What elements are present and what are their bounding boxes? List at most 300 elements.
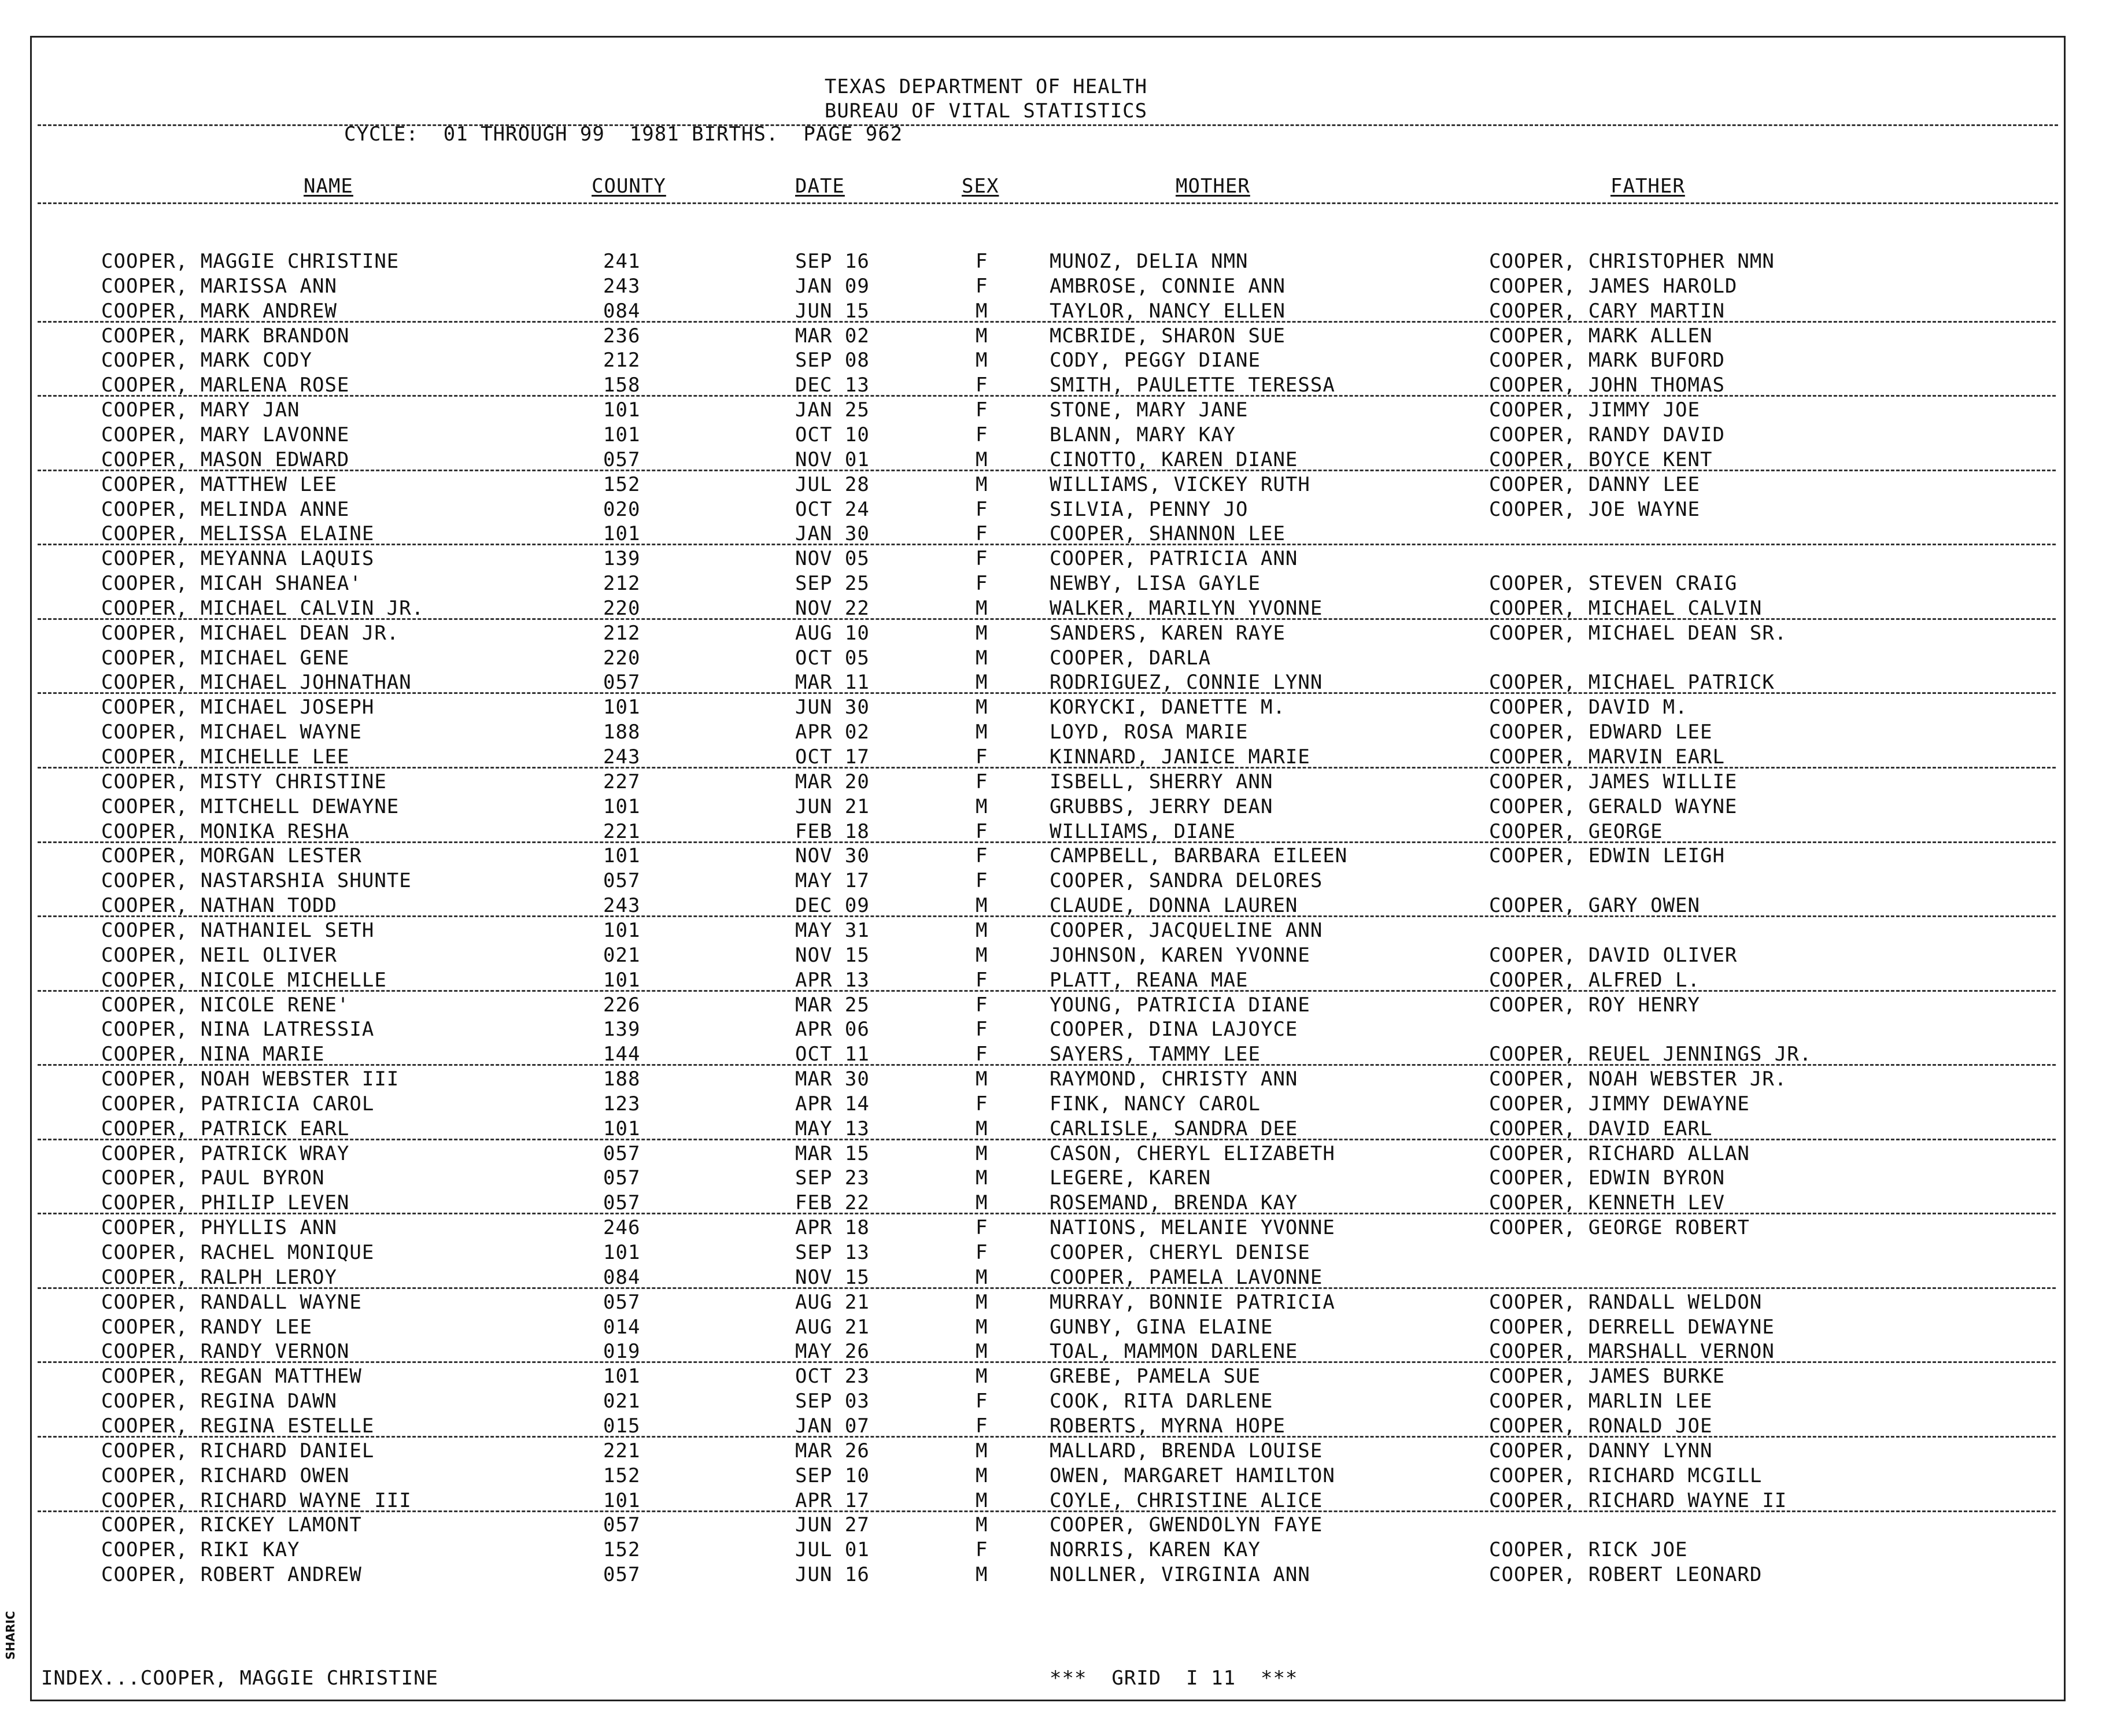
record-sex: M — [976, 1290, 988, 1314]
record-county: 152 — [603, 472, 641, 496]
record-county: 227 — [603, 770, 641, 793]
column-header-county: COUNTY — [592, 175, 666, 198]
record-name: COOPER, RACHEL MONIQUE — [101, 1241, 375, 1264]
record-name: COOPER, NATHANIEL SETH — [101, 918, 375, 942]
record-name: COOPER, NICOLE MICHELLE — [101, 968, 387, 992]
record-county: 139 — [603, 547, 641, 571]
record-father: COOPER, DAVID EARL — [1489, 1117, 1713, 1140]
record-mother: GRUBBS, JERRY DEAN — [1050, 795, 1273, 818]
record-mother: COOPER, JACQUELINE ANN — [1050, 918, 1323, 942]
record-county: 123 — [603, 1092, 641, 1116]
column-header-father: FATHER — [1610, 175, 1685, 198]
record-county: 019 — [603, 1340, 641, 1364]
record-father: COOPER, BOYCE KENT — [1489, 448, 1713, 471]
record-date: AUG 21 — [795, 1315, 870, 1339]
group-divider — [38, 841, 2056, 843]
record-mother: CAMPBELL, BARBARA EILEEN — [1050, 844, 1348, 868]
record-date: NOV 15 — [795, 1265, 870, 1289]
record-county: 241 — [603, 250, 641, 273]
record-father: COOPER, RANDALL WELDON — [1489, 1290, 1763, 1314]
record-date: APR 17 — [795, 1488, 870, 1512]
record-date: NOV 15 — [795, 943, 870, 967]
document-page — [30, 36, 2066, 1701]
record-name: COOPER, MATTHEW LEE — [101, 472, 337, 496]
record-name: COOPER, MORGAN LESTER — [101, 844, 362, 868]
record-name: COOPER, RANDY VERNON — [101, 1340, 350, 1364]
record-county: 101 — [603, 696, 641, 719]
record-date: APR 06 — [795, 1018, 870, 1041]
record-county: 101 — [603, 1241, 641, 1264]
record-county: 220 — [603, 596, 641, 620]
group-divider — [38, 1510, 2056, 1512]
record-county: 021 — [603, 1390, 641, 1413]
record-county: 144 — [603, 1043, 641, 1066]
record-father: COOPER, JAMES WILLIE — [1489, 770, 1738, 793]
record-date: JUN 16 — [795, 1563, 870, 1587]
record-father: COOPER, GEORGE ROBERT — [1489, 1216, 1750, 1240]
column-header-date: DATE — [795, 175, 845, 198]
record-father: COOPER, GERALD WAYNE — [1489, 795, 1738, 818]
record-father: COOPER, EDWARD LEE — [1489, 721, 1713, 744]
record-name: COOPER, NINA MARIE — [101, 1043, 325, 1066]
record-county: 221 — [603, 1439, 641, 1462]
column-header-sex: SEX — [962, 175, 999, 198]
record-father: COOPER, CHRISTOPHER NMN — [1489, 250, 1775, 273]
record-mother: COOPER, PAMELA LAVONNE — [1050, 1265, 1323, 1289]
record-mother: MUNOZ, DELIA NMN — [1050, 250, 1248, 273]
record-name: COOPER, MARK CODY — [101, 349, 312, 372]
record-date: SEP 08 — [795, 349, 870, 372]
record-name: COOPER, MICHAEL CALVIN JR. — [101, 596, 424, 620]
record-sex: F — [976, 1092, 988, 1116]
record-father: COOPER, EDWIN LEIGH — [1489, 844, 1725, 868]
record-name: COOPER, NICOLE RENE' — [101, 993, 350, 1017]
record-father: COOPER, JOE WAYNE — [1489, 497, 1700, 521]
column-header-mother: MOTHER — [1176, 175, 1250, 198]
record-name: COOPER, RANDALL WAYNE — [101, 1290, 362, 1314]
record-father: COOPER, DERRELL DEWAYNE — [1489, 1315, 1775, 1339]
record-sex: F — [976, 993, 988, 1017]
record-mother: CINOTTO, KAREN DIANE — [1050, 448, 1298, 471]
record-date: APR 13 — [795, 968, 870, 992]
record-date: AUG 10 — [795, 621, 870, 645]
record-date: NOV 01 — [795, 448, 870, 471]
record-mother: YOUNG, PATRICIA DIANE — [1050, 993, 1310, 1017]
record-county: 226 — [603, 993, 641, 1017]
record-name: COOPER, NATHAN TODD — [101, 894, 337, 918]
record-date: JAN 09 — [795, 274, 870, 298]
record-county: 015 — [603, 1414, 641, 1438]
record-date: JAN 30 — [795, 522, 870, 546]
record-mother: SILVIA, PENNY JO — [1050, 497, 1248, 521]
record-county: 020 — [603, 497, 641, 521]
record-father: COOPER, MARSHALL VERNON — [1489, 1340, 1775, 1364]
record-father: COOPER, MARK ALLEN — [1489, 324, 1713, 348]
record-mother: MALLARD, BRENDA LOUISE — [1050, 1439, 1323, 1462]
record-mother: WILLIAMS, DIANE — [1050, 819, 1236, 843]
record-name: COOPER, MARK BRANDON — [101, 324, 350, 348]
record-date: SEP 10 — [795, 1464, 870, 1487]
record-name: COOPER, MEYANNA LAQUIS — [101, 547, 375, 571]
record-name: COOPER, PATRICIA CAROL — [101, 1092, 375, 1116]
record-date: NOV 22 — [795, 596, 870, 620]
record-mother: COOPER, SANDRA DELORES — [1050, 869, 1323, 893]
record-mother: MURRAY, BONNIE PATRICIA — [1050, 1290, 1335, 1314]
record-father: COOPER, MICHAEL DEAN SR. — [1489, 621, 1787, 645]
group-divider — [38, 692, 2056, 694]
record-date: APR 18 — [795, 1216, 870, 1240]
record-date: APR 14 — [795, 1092, 870, 1116]
record-sex: M — [976, 299, 988, 323]
record-sex: M — [976, 795, 988, 818]
record-date: FEB 22 — [795, 1191, 870, 1215]
record-sex: F — [976, 1043, 988, 1066]
record-date: MAR 20 — [795, 770, 870, 793]
record-mother: SANDERS, KAREN RAYE — [1050, 621, 1285, 645]
record-sex: F — [976, 274, 988, 298]
record-date: MAY 26 — [795, 1340, 870, 1364]
record-county: 221 — [603, 819, 641, 843]
record-name: COOPER, PHYLLIS ANN — [101, 1216, 337, 1240]
record-county: 101 — [603, 522, 641, 546]
record-father: COOPER, MICHAEL PATRICK — [1489, 671, 1775, 695]
record-name: COOPER, MARLENA ROSE — [101, 374, 350, 397]
record-sex: F — [976, 1390, 988, 1413]
record-name: COOPER, MICHAEL GENE — [101, 646, 350, 670]
index-line: INDEX...COOPER, MAGGIE CHRISTINE — [41, 1667, 439, 1690]
record-sex: M — [976, 349, 988, 372]
record-name: COOPER, MICHAEL JOSEPH — [101, 696, 375, 719]
record-sex: F — [976, 572, 988, 596]
record-name: COOPER, REGINA DAWN — [101, 1390, 337, 1413]
record-county: 246 — [603, 1216, 641, 1240]
record-mother: COOPER, DARLA — [1050, 646, 1211, 670]
record-mother: COOPER, PATRICIA ANN — [1050, 547, 1298, 571]
record-county: 057 — [603, 1290, 641, 1314]
record-mother: GREBE, PAMELA SUE — [1050, 1365, 1261, 1388]
record-mother: CASON, CHERYL ELIZABETH — [1050, 1142, 1335, 1165]
record-county: 057 — [603, 1142, 641, 1165]
divider — [38, 202, 2058, 204]
record-father: COOPER, RICK JOE — [1489, 1538, 1688, 1562]
record-father: COOPER, NOAH WEBSTER JR. — [1489, 1068, 1787, 1091]
record-county: 057 — [603, 1166, 641, 1190]
record-name: COOPER, MASON EDWARD — [101, 448, 350, 471]
record-sex: M — [976, 1142, 988, 1165]
record-county: 158 — [603, 374, 641, 397]
record-date: OCT 05 — [795, 646, 870, 670]
record-father: COOPER, JOHN THOMAS — [1489, 374, 1725, 397]
record-father: COOPER, RICHARD WAYNE II — [1489, 1488, 1787, 1512]
record-sex: M — [976, 448, 988, 471]
record-name: COOPER, RICHARD WAYNE III — [101, 1488, 412, 1512]
record-name: COOPER, MARY LAVONNE — [101, 423, 350, 446]
record-father: COOPER, MARLIN LEE — [1489, 1390, 1713, 1413]
record-mother: TOAL, MAMMON DARLENE — [1050, 1340, 1298, 1364]
record-county: 101 — [603, 968, 641, 992]
record-sex: F — [976, 423, 988, 446]
record-name: COOPER, MARK ANDREW — [101, 299, 337, 323]
record-father: COOPER, RONALD JOE — [1489, 1414, 1713, 1438]
record-mother: COOPER, CHERYL DENISE — [1050, 1241, 1310, 1264]
record-county: 212 — [603, 621, 641, 645]
record-mother: COYLE, CHRISTINE ALICE — [1050, 1488, 1323, 1512]
record-county: 243 — [603, 745, 641, 769]
record-name: COOPER, REGINA ESTELLE — [101, 1414, 375, 1438]
record-sex: F — [976, 547, 988, 571]
record-name: COOPER, PATRICK EARL — [101, 1117, 350, 1140]
record-county: 057 — [603, 1513, 641, 1537]
record-name: COOPER, MICHAEL DEAN JR. — [101, 621, 400, 645]
record-mother: LOYD, ROSA MARIE — [1050, 721, 1248, 744]
record-date: MAR 26 — [795, 1439, 870, 1462]
record-county: 101 — [603, 398, 641, 422]
record-sex: M — [976, 1439, 988, 1462]
record-father: COOPER, RANDY DAVID — [1489, 423, 1725, 446]
record-name: COOPER, ROBERT ANDREW — [101, 1563, 362, 1587]
record-date: OCT 10 — [795, 423, 870, 446]
record-mother: NOLLNER, VIRGINIA ANN — [1050, 1563, 1310, 1587]
record-father: COOPER, RICHARD MCGILL — [1489, 1464, 1763, 1487]
record-mother: ISBELL, SHERRY ANN — [1050, 770, 1273, 793]
record-name: COOPER, RANDY LEE — [101, 1315, 312, 1339]
record-sex: M — [976, 324, 988, 348]
record-date: JUN 15 — [795, 299, 870, 323]
record-date: JUN 21 — [795, 795, 870, 818]
record-sex: M — [976, 1513, 988, 1537]
record-mother: NATIONS, MELANIE YVONNE — [1050, 1216, 1335, 1240]
record-county: 057 — [603, 869, 641, 893]
group-divider — [38, 1287, 2056, 1289]
record-name: COOPER, MICHAEL JOHNATHAN — [101, 671, 412, 695]
record-sex: M — [976, 596, 988, 620]
record-father: COOPER, CARY MARTIN — [1489, 299, 1725, 323]
record-mother: WALKER, MARILYN YVONNE — [1050, 596, 1323, 620]
record-date: DEC 09 — [795, 894, 870, 918]
record-date: SEP 13 — [795, 1241, 870, 1264]
record-county: 101 — [603, 844, 641, 868]
record-sex: M — [976, 671, 988, 695]
record-mother: NEWBY, LISA GAYLE — [1050, 572, 1261, 596]
record-name: COOPER, PHILIP LEVEN — [101, 1191, 350, 1215]
record-sex: F — [976, 374, 988, 397]
record-father: COOPER, DAVID OLIVER — [1489, 943, 1738, 967]
record-mother: OWEN, MARGARET HAMILTON — [1050, 1464, 1335, 1487]
record-sex: M — [976, 721, 988, 744]
record-date: NOV 05 — [795, 547, 870, 571]
record-county: 152 — [603, 1538, 641, 1562]
record-sex: M — [976, 696, 988, 719]
record-county: 057 — [603, 671, 641, 695]
record-father: COOPER, KENNETH LEV — [1489, 1191, 1725, 1215]
record-mother: RODRIGUEZ, CONNIE LYNN — [1050, 671, 1323, 695]
record-date: JUL 01 — [795, 1538, 870, 1562]
record-sex: M — [976, 1365, 988, 1388]
record-mother: CARLISLE, SANDRA DEE — [1050, 1117, 1298, 1140]
record-name: COOPER, RICKEY LAMONT — [101, 1513, 362, 1537]
record-sex: M — [976, 1464, 988, 1487]
record-mother: BLANN, MARY KAY — [1050, 423, 1236, 446]
group-divider — [38, 618, 2056, 620]
record-date: MAR 11 — [795, 671, 870, 695]
record-county: 212 — [603, 349, 641, 372]
record-sex: M — [976, 1068, 988, 1091]
header-title: TEXAS DEPARTMENT OF HEALTH — [824, 75, 1148, 98]
record-mother: CLAUDE, DONNA LAUREN — [1050, 894, 1298, 918]
record-name: COOPER, MISTY CHRISTINE — [101, 770, 387, 793]
record-county: 057 — [603, 448, 641, 471]
record-county: 014 — [603, 1315, 641, 1339]
record-date: FEB 18 — [795, 819, 870, 843]
record-name: COOPER, NOAH WEBSTER III — [101, 1068, 400, 1091]
record-county: 101 — [603, 1365, 641, 1388]
side-label: SHARIC — [3, 1611, 17, 1660]
record-sex: F — [976, 1414, 988, 1438]
record-father: COOPER, STEVEN CRAIG — [1489, 572, 1738, 596]
divider — [38, 124, 2058, 126]
record-father: COOPER, REUEL JENNINGS JR. — [1489, 1043, 1812, 1066]
record-mother: COOPER, SHANNON LEE — [1050, 522, 1285, 546]
record-name: COOPER, NEIL OLIVER — [101, 943, 337, 967]
record-county: 057 — [603, 1563, 641, 1587]
group-divider — [38, 1361, 2056, 1363]
record-name: COOPER, MELISSA ELAINE — [101, 522, 375, 546]
record-sex: M — [976, 621, 988, 645]
record-sex: M — [976, 1265, 988, 1289]
record-county: 084 — [603, 1265, 641, 1289]
record-father: COOPER, ALFRED L. — [1489, 968, 1700, 992]
record-date: OCT 24 — [795, 497, 870, 521]
record-sex: F — [976, 1241, 988, 1264]
record-date: DEC 13 — [795, 374, 870, 397]
record-sex: F — [976, 398, 988, 422]
record-name: COOPER, RICHARD DANIEL — [101, 1439, 375, 1462]
record-father: COOPER, MICHAEL CALVIN — [1489, 596, 1763, 620]
column-header-name: NAME — [304, 175, 353, 198]
record-date: SEP 16 — [795, 250, 870, 273]
record-mother: ROBERTS, MYRNA HOPE — [1050, 1414, 1285, 1438]
record-name: COOPER, MONIKA RESHA — [101, 819, 350, 843]
record-date: JUN 27 — [795, 1513, 870, 1537]
record-date: AUG 21 — [795, 1290, 870, 1314]
record-sex: M — [976, 1117, 988, 1140]
record-county: 139 — [603, 1018, 641, 1041]
group-divider — [38, 990, 2056, 992]
record-sex: M — [976, 1191, 988, 1215]
record-sex: F — [976, 819, 988, 843]
record-father: COOPER, EDWIN BYRON — [1489, 1166, 1725, 1190]
record-sex: F — [976, 770, 988, 793]
record-county: 236 — [603, 324, 641, 348]
record-sex: M — [976, 918, 988, 942]
record-mother: LEGERE, KAREN — [1050, 1166, 1211, 1190]
record-mother: ROSEMAND, BRENDA KAY — [1050, 1191, 1298, 1215]
record-sex: F — [976, 844, 988, 868]
record-father: COOPER, GEORGE — [1489, 819, 1663, 843]
record-mother: RAYMOND, CHRISTY ANN — [1050, 1068, 1298, 1091]
record-name: COOPER, RALPH LEROY — [101, 1265, 337, 1289]
record-name: COOPER, RICHARD OWEN — [101, 1464, 350, 1487]
record-sex: M — [976, 943, 988, 967]
record-sex: F — [976, 522, 988, 546]
record-date: MAR 25 — [795, 993, 870, 1017]
record-mother: STONE, MARY JANE — [1050, 398, 1248, 422]
record-date: NOV 30 — [795, 844, 870, 868]
record-father: COOPER, ROY HENRY — [1489, 993, 1700, 1017]
group-divider — [38, 1139, 2056, 1140]
record-sex: F — [976, 1018, 988, 1041]
record-name: COOPER, MARY JAN — [101, 398, 300, 422]
cycle-line: CYCLE: 01 THROUGH 99 1981 BIRTHS. PAGE 962 — [344, 123, 903, 146]
record-date: MAY 17 — [795, 869, 870, 893]
record-county: 220 — [603, 646, 641, 670]
record-date: MAY 31 — [795, 918, 870, 942]
record-date: OCT 23 — [795, 1365, 870, 1388]
record-county: 243 — [603, 894, 641, 918]
record-father: COOPER, MARVIN EARL — [1489, 745, 1725, 769]
group-divider — [38, 321, 2056, 323]
record-county: 101 — [603, 1488, 641, 1512]
record-county: 101 — [603, 918, 641, 942]
record-date: OCT 17 — [795, 745, 870, 769]
record-sex: M — [976, 1166, 988, 1190]
record-sex: F — [976, 497, 988, 521]
record-name: COOPER, MARISSA ANN — [101, 274, 337, 298]
record-name: COOPER, NASTARSHIA SHUNTE — [101, 869, 412, 893]
record-name: COOPER, MICAH SHANEA' — [101, 572, 362, 596]
record-mother: NORRIS, KAREN KAY — [1050, 1538, 1261, 1562]
group-divider — [38, 1436, 2056, 1438]
record-mother: WILLIAMS, VICKEY RUTH — [1050, 472, 1310, 496]
record-mother: SAYERS, TAMMY LEE — [1050, 1043, 1261, 1066]
record-name: COOPER, MICHAEL WAYNE — [101, 721, 362, 744]
record-county: 057 — [603, 1191, 641, 1215]
record-sex: F — [976, 250, 988, 273]
record-sex: M — [976, 1315, 988, 1339]
record-sex: F — [976, 745, 988, 769]
record-sex: F — [976, 1538, 988, 1562]
record-father: COOPER, JAMES HAROLD — [1489, 274, 1738, 298]
record-name: COOPER, PAUL BYRON — [101, 1166, 325, 1190]
record-sex: F — [976, 1216, 988, 1240]
group-divider — [38, 1213, 2056, 1214]
group-divider — [38, 544, 2056, 545]
record-name: COOPER, RIKI KAY — [101, 1538, 300, 1562]
group-divider — [38, 395, 2056, 397]
record-father: COOPER, JIMMY DEWAYNE — [1489, 1092, 1750, 1116]
record-sex: M — [976, 646, 988, 670]
record-date: JUL 28 — [795, 472, 870, 496]
record-name: COOPER, MICHELLE LEE — [101, 745, 350, 769]
record-date: MAR 15 — [795, 1142, 870, 1165]
record-mother: CODY, PEGGY DIANE — [1050, 349, 1261, 372]
record-sex: F — [976, 968, 988, 992]
record-father: COOPER, DANNY LYNN — [1489, 1439, 1713, 1462]
record-sex: M — [976, 1340, 988, 1364]
grid-indicator: *** GRID I 11 *** — [1050, 1667, 1298, 1690]
record-county: 021 — [603, 943, 641, 967]
record-date: JAN 07 — [795, 1414, 870, 1438]
record-father: COOPER, DANNY LEE — [1489, 472, 1700, 496]
record-father: COOPER, ROBERT LEONARD — [1489, 1563, 1763, 1587]
record-sex: M — [976, 1563, 988, 1587]
record-mother: COOPER, GWENDOLYN FAYE — [1050, 1513, 1323, 1537]
record-sex: M — [976, 472, 988, 496]
record-date: MAR 02 — [795, 324, 870, 348]
record-mother: PLATT, REANA MAE — [1050, 968, 1248, 992]
record-name: COOPER, REGAN MATTHEW — [101, 1365, 362, 1388]
record-sex: M — [976, 894, 988, 918]
